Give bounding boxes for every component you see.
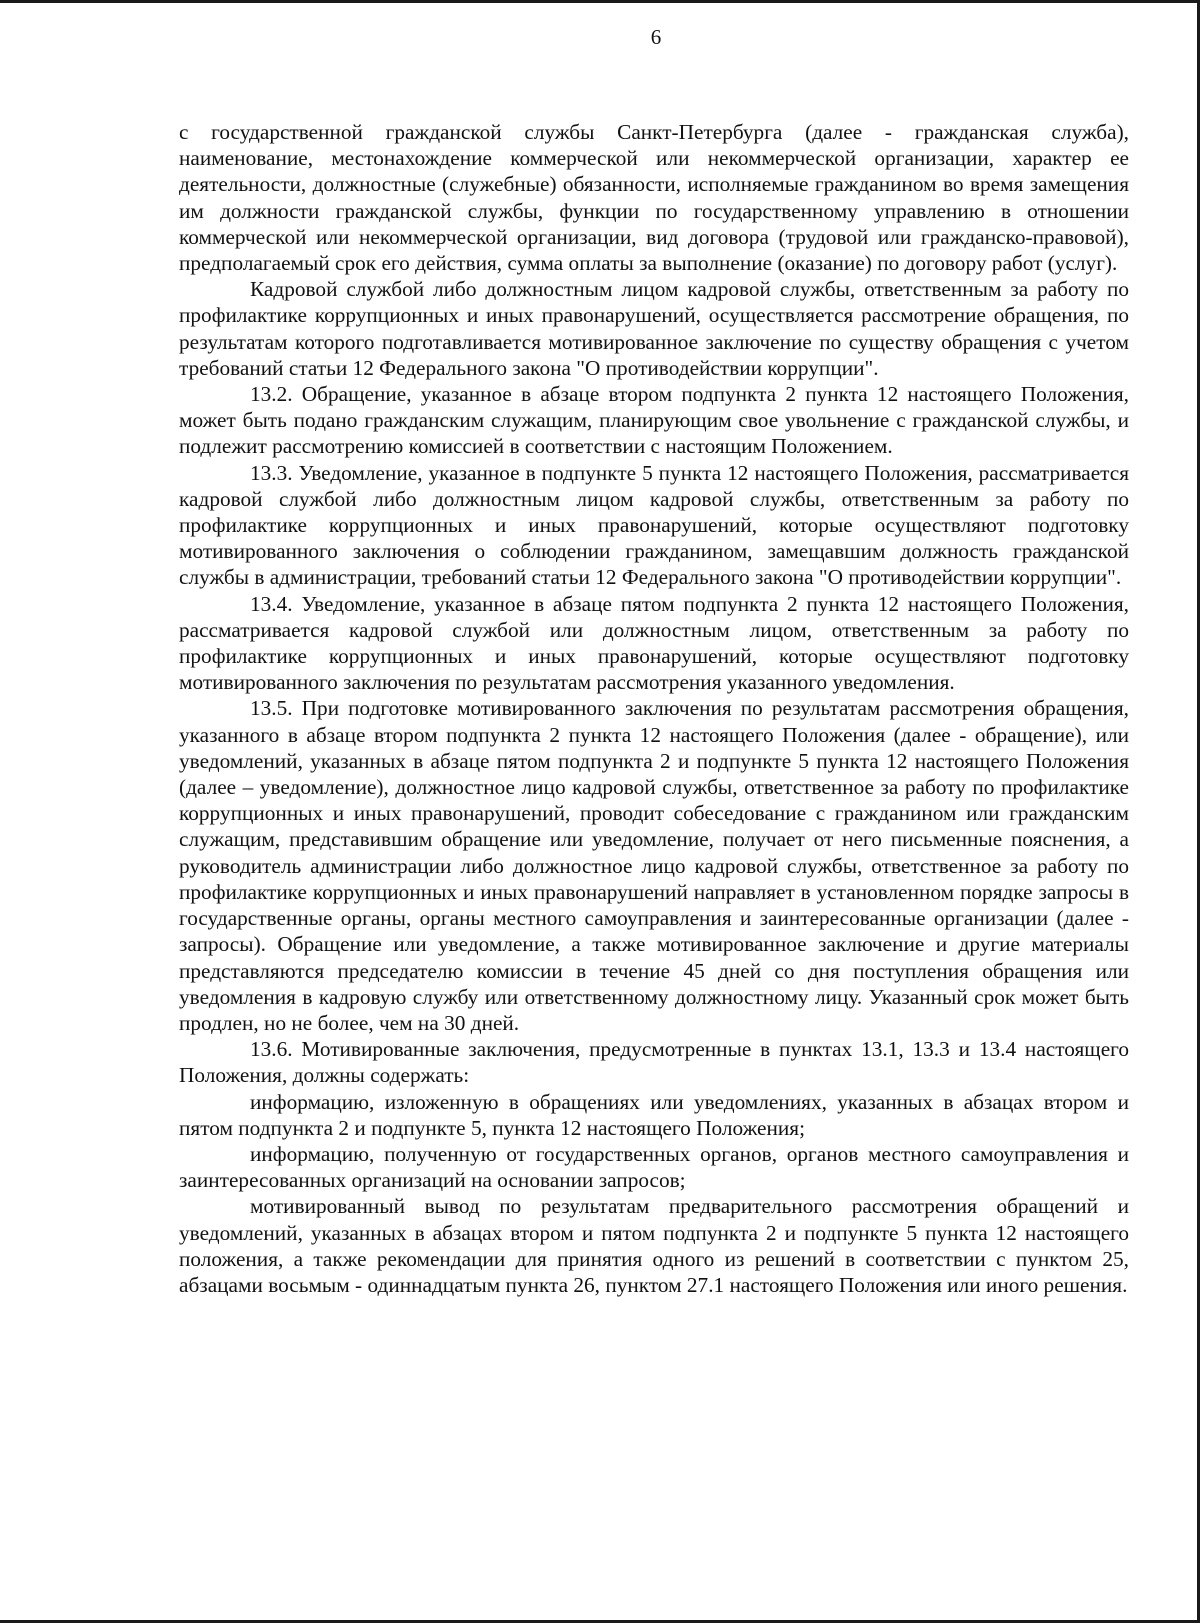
paragraph-13-6-item-2: информацию, полученную от государственных органов, органов местного самоуправления и заинтересованных организаций на основании запросов; (179, 1141, 1129, 1193)
paragraph-13-4: 13.4. Уведомление, указанное в абзаце пятом подпункта 2 пункта 12 настоящего Положения, рассматривается кадровой службой или должностным лицом, ответственным за работу по профилактике коррупционных и иных правонарушений, которые осуществляют подготовку мотивированного заключения по результатам рассмотрения указанного уведомления. (179, 591, 1129, 695)
paragraph-13-6-item-3: мотивированный вывод по результатам предварительного рассмотрения обращений и уведомлений, указанных в абзацах втором и пятом подпункта 2 и подпункте 5 пункта 12 настоящего положения, а также рекомендации для принятия одного из решений в соответствии с пунктом 25, абзацами восьмым - одиннадцатым пункта 26, пунктом 27.1 настоящего Положения или иного решения. (179, 1194, 1129, 1297)
paragraph-hr-review: Кадровой службой либо должностным лицом кадровой службы, ответственным за работу по профилактике коррупционных и иных правонарушений, осуществляется рассмотрение обращения, по результатам которого подготавливается мотивированное заключение по существу обращения с учетом требований статьи 12 Федерального закона "О противодействии коррупции". (179, 277, 1129, 380)
document-body (179, 119, 1129, 1298)
paragraph-13-2: 13.2. Обращение, указанное в абзаце втором подпункта 2 пункта 12 настоящего Положения, может быть подано гражданским служащим, планирующим свое увольнение с гражданской службы, и подлежит рассмотрению комиссией в соответствии с настоящим Положением. (179, 382, 1129, 459)
scan-edge-top (0, 0, 1200, 3)
paragraph-13-6-item-1: информацию, изложенную в обращениях или уведомлениях, указанных в абзацах втором и пятом подпункта 2 и подпункте 5, пункта 12 настоящего Положения; (179, 1089, 1129, 1140)
paragraph-continuation: с государственной гражданской службы Санкт-Петербурга (далее - гражданская служба), наименование, местонахождение коммерческой или некоммерческой организации, характер ее деятельности, должностные (служебные) обязанности, исполняемые гражданином во время замещения им должности гражданской службы, функции по государственному управлению в отношении коммерческой или некоммерческой организации, вид договора (трудовой или гражданско-правовой), предполагаемый срок его действия, сумма оплаты за выполнение (оказание) по договору работ (услуг). (179, 120, 1129, 276)
paragraph-13-5: 13.5. При подготовке мотивированного заключения по результатам рассмотрения обращения, указанного в абзаце втором подпункта 2 пункта 12 настоящего Положения (далее - обращение), или уведомлений, указанных в абзаце пятом подпункта 2 и подпункте 5 пункта 12 настоящего Положения (далее – уведомление), должностное лицо кадровой службы, ответственное за работу по профилактике коррупционных и иных правонарушений, проводит собеседование с гражданином или гражданским служащим, представившим обращение или уведомление, получает от него письменные пояснения, а руководитель администрации либо должностное лицо кадровой службы, ответственное за работу по профилактике коррупционных и иных правонарушений направляет в установленном порядке запросы в государственные органы, органы местного самоуправления и заинтересованные организации (далее - запросы). Обращение или уведомление, а также мотивированное заключение и другие материалы представляются председателю комиссии в течение 45 дней со дня поступления обращения или уведомления в кадровую службу или ответственному должностному лицу. Указанный срок может быть продлен, но не более, чем на 30 дней. (179, 696, 1129, 1035)
paragraph-13-6: 13.6. Мотивированные заключения, предусмотренные в пунктах 13.1, 13.3 и 13.4 настоящего Положения, должны содержать: (179, 1037, 1129, 1088)
page-number: 6 (650, 25, 662, 49)
paragraph-13-3: 13.3. Уведомление, указанное в подпункте 5 пункта 12 настоящего Положения, рассматривается кадровой службой либо должностным лицом кадровой службы, ответственным за работу по профилактике коррупционных и иных правонарушений, которые осуществляют подготовку мотивированного заключения о соблюдении гражданином, замещавшим должность гражданской службы в администрации, требований статьи 12 Федерального закона "О противодействии коррупции". (179, 460, 1129, 590)
